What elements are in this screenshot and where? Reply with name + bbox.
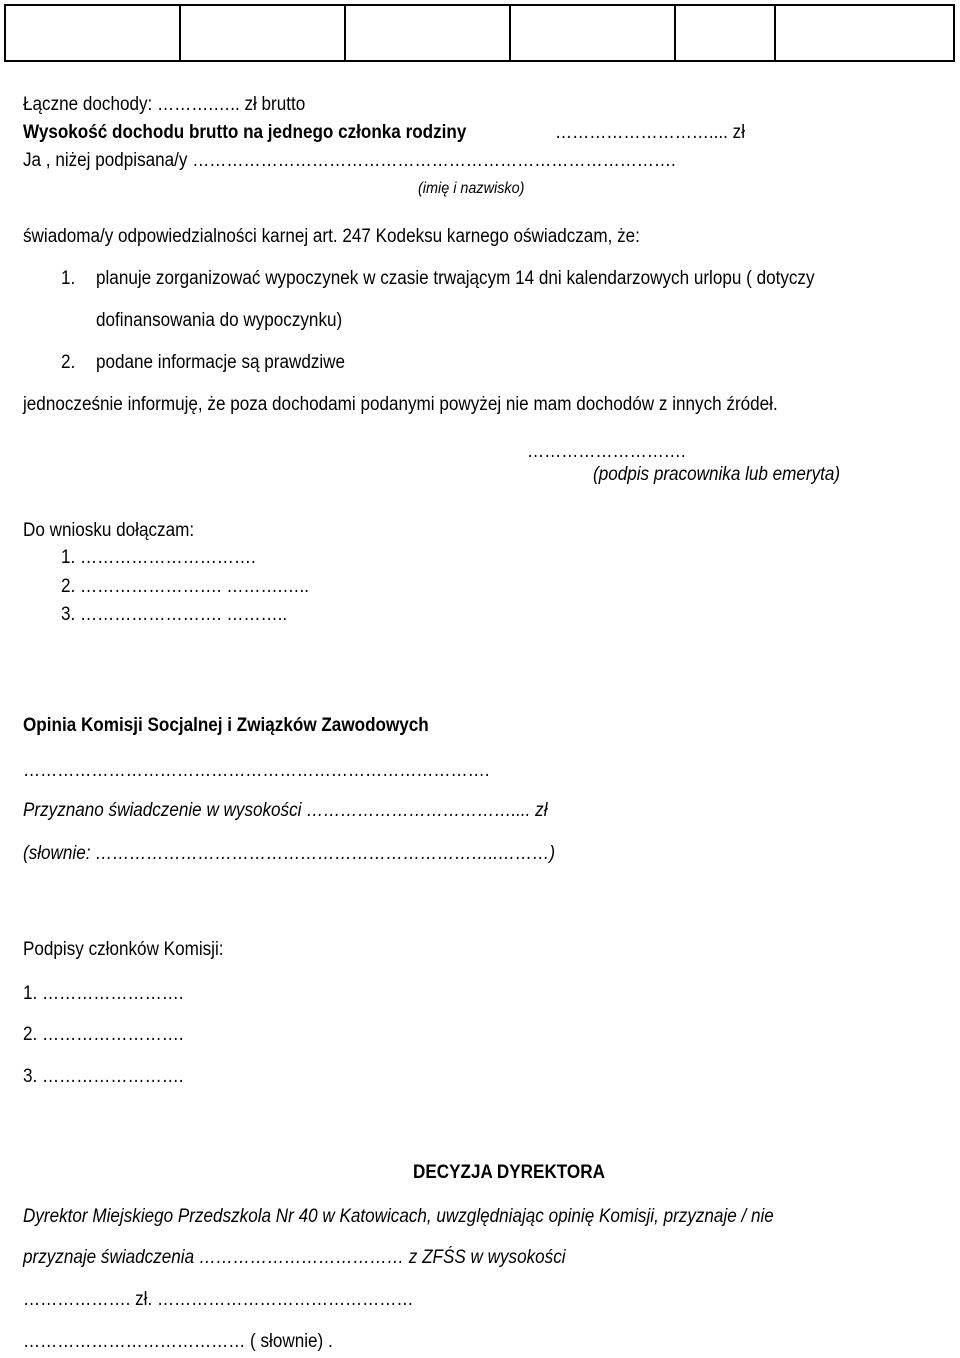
header-cell: [676, 6, 776, 60]
header-cell: [511, 6, 676, 60]
commission-signatures-heading: Podpisy członków Komisji:: [23, 939, 224, 960]
attachments-heading: Do wniosku dołączam:: [23, 520, 195, 541]
commission-signature-line: 2. …………………….: [23, 1024, 184, 1045]
signature-dots: ……………………….: [527, 441, 686, 462]
signature-hint: (podpis pracownika lub emeryta): [593, 464, 841, 485]
declaration-closing: jednocześnie informuję, że poza dochodami podanymi powyżej nie mam dochodów z innych źródeł.: [23, 394, 778, 415]
header-cell: [181, 6, 346, 60]
name-hint: (imię i nazwisko): [418, 180, 525, 197]
income-per-member-label: Wysokość dochodu brutto na jednego członka rodziny: [23, 122, 467, 143]
declaration-item-text: planuje zorganizować wypoczynek w czasie trwającym 14 dni kalendarzowych urlopu ( dotyczy: [96, 268, 815, 289]
header-cell: [6, 6, 181, 60]
decision-amount-line: ………………. zł. ………………………………………: [23, 1289, 414, 1310]
attachment-item: 1. ………………………….: [61, 547, 256, 568]
commission-dots: ……………………………………………………………………….: [23, 760, 490, 781]
total-income-line: Łączne dochody: ……….….. zł brutto: [23, 94, 306, 115]
commission-signature-line: 1. …………………….: [23, 983, 184, 1004]
decision-heading: DECYZJA DYREKTORA: [413, 1162, 605, 1183]
declaration-item-text-cont: dofinansowania do wypoczynku): [96, 310, 343, 331]
decision-words-line: ………………………………… ( słownie) .: [23, 1331, 333, 1352]
commission-heading: Opinia Komisji Socjalnej i Związków Zawodowych: [23, 715, 429, 736]
granted-amount-line: Przyznano świadczenie w wysokości ……………………………….... zł: [23, 800, 548, 821]
amount-in-words-line: (słownie: ……………………………………………………………..………): [23, 843, 556, 864]
header-cell: [776, 6, 953, 60]
declarant-name-line: Ja , niżej podpisana/y ………………………………………………………………………….: [23, 150, 676, 171]
header-table: [4, 4, 955, 62]
commission-signature-line: 3. …………………….: [23, 1066, 184, 1087]
decision-line: Dyrektor Miejskiego Przedszkola Nr 40 w Katowicach, uwzględniając opinię Komisji, przyznaje / nie: [23, 1206, 774, 1227]
declaration-statement: świadoma/y odpowiedzialności karnej art. 247 Kodeksu karnego oświadczam, że:: [23, 226, 640, 247]
income-per-member-dots: ……………………….... zł: [555, 122, 746, 143]
header-cell: [346, 6, 511, 60]
declaration-item-number: 1.: [61, 268, 76, 289]
attachment-item: 3. ……………………. ………..: [61, 604, 288, 625]
decision-line: przyznaje świadczenia ……………………………… z ZFŚS w wysokości: [23, 1247, 566, 1268]
attachment-item: 2. ……………………. ……….…..: [61, 576, 309, 597]
declaration-item-number: 2.: [61, 352, 76, 373]
declaration-item-text: podane informacje są prawdziwe: [96, 352, 346, 373]
